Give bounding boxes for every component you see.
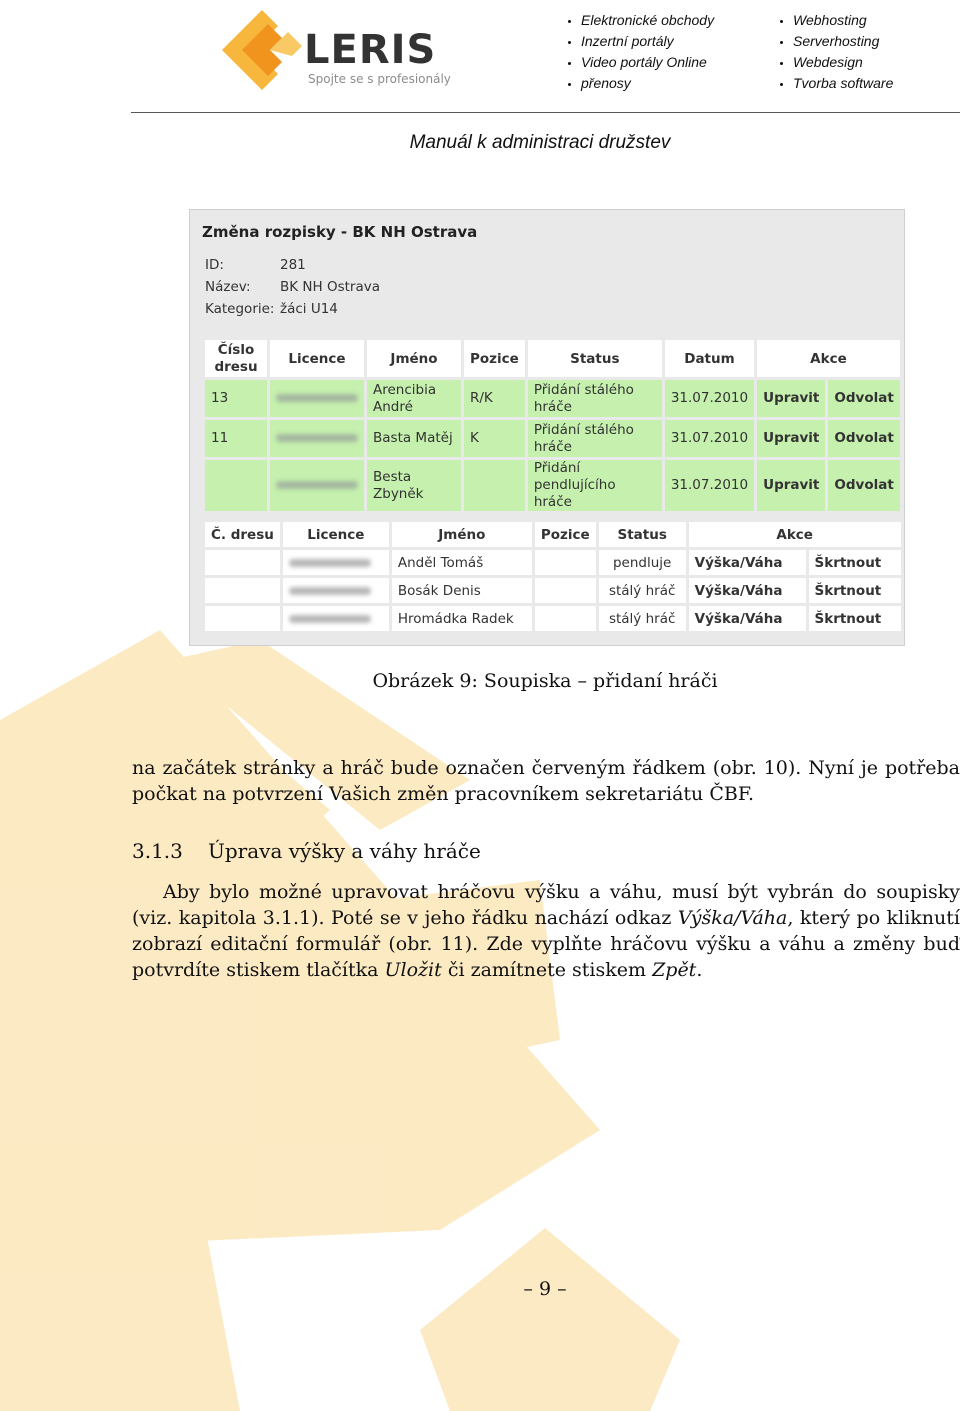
- info-name: Název: BK NH Ostrava: [205, 279, 380, 295]
- cell-datum: 31.07.2010: [665, 460, 754, 511]
- service-item: Tvorba software: [777, 73, 893, 94]
- col-header: Pozice: [535, 522, 596, 547]
- service-item: Video portály Online: [565, 52, 714, 73]
- cell-pozice: [464, 460, 525, 511]
- figure-caption: Obrázek 9: Soupiska – přidaní hráči: [372, 670, 718, 692]
- table-header-row: [205, 522, 901, 547]
- roster-screenshot: [189, 209, 905, 646]
- service-item: přenosy: [565, 73, 714, 94]
- cell-dres: [205, 550, 280, 575]
- section-title: Úprava výšky a váhy hráče: [208, 839, 481, 863]
- col-header: Status: [599, 522, 686, 547]
- cell-status: stálý hráč: [599, 606, 686, 631]
- cell-datum: 31.07.2010: [665, 380, 754, 417]
- cell-pozice: [535, 606, 596, 631]
- table-row: [205, 550, 901, 575]
- cell-dres: [205, 460, 267, 511]
- section-heading: [132, 839, 481, 863]
- vyska-vaha-link[interactable]: Výška/Váha: [689, 606, 806, 631]
- logo-name: LERIS: [304, 27, 437, 73]
- cell-status: Přidání stálého hráče: [528, 420, 662, 457]
- col-header: Licence: [283, 522, 389, 547]
- col-header: Datum: [665, 340, 754, 377]
- cell-jmeno: Hromádka Radek: [392, 606, 532, 631]
- cell-dres: [205, 606, 280, 631]
- roster-table: [202, 519, 904, 634]
- cell-status: stálý hráč: [599, 578, 686, 603]
- service-item: Elektronické obchody: [565, 10, 714, 31]
- upravit-link[interactable]: Upravit: [757, 460, 825, 511]
- cell-licence: [283, 606, 389, 631]
- cell-dres: 11: [205, 420, 267, 457]
- cell-pozice: [535, 550, 596, 575]
- link-reference: Výška/Váha: [677, 907, 788, 929]
- cell-licence: [270, 380, 364, 417]
- skrtnout-link[interactable]: Škrtnout: [809, 606, 901, 631]
- odvolat-link[interactable]: Odvolat: [828, 420, 899, 457]
- col-header: Akce: [757, 340, 900, 377]
- table-row: [205, 420, 900, 457]
- section-number: 3.1.3: [132, 839, 183, 863]
- info-id: ID: 281: [205, 257, 306, 273]
- services-list-left: [565, 10, 714, 94]
- cell-pozice: [535, 578, 596, 603]
- services-list-right: [777, 10, 893, 94]
- upravit-link[interactable]: Upravit: [757, 380, 825, 417]
- cell-pozice: R/K: [464, 380, 525, 417]
- cell-dres: 13: [205, 380, 267, 417]
- col-header: Licence: [270, 340, 364, 377]
- cell-status: Přidání stálého hráče: [528, 380, 662, 417]
- cell-datum: 31.07.2010: [665, 420, 754, 457]
- col-header: Pozice: [464, 340, 525, 377]
- col-header: Č. dresu: [205, 522, 280, 547]
- document-title: Manuál k administraci družstev: [409, 132, 671, 153]
- page-number: – 9 –: [523, 1278, 567, 1300]
- col-header: Jméno: [392, 522, 532, 547]
- cell-jmeno: Besta Zbyněk: [367, 460, 461, 511]
- skrtnout-link[interactable]: Škrtnout: [809, 578, 901, 603]
- table-row: [205, 380, 900, 417]
- button-reference: Zpět: [652, 959, 697, 981]
- odvolat-link[interactable]: Odvolat: [828, 380, 899, 417]
- cell-jmeno: Basta Matěj: [367, 420, 461, 457]
- odvolat-link[interactable]: Odvolat: [828, 460, 899, 511]
- service-item: Serverhosting: [777, 31, 893, 52]
- cell-pozice: K: [464, 420, 525, 457]
- header-divider: [131, 112, 960, 113]
- col-header: Status: [528, 340, 662, 377]
- table-row: [205, 460, 900, 511]
- paragraph: na začátek stránky a hráč bude označen červeným řádkem (obr. 10). Nyní je potřeba počkat na potvrzení Vašich změn pracovníkem sekretariátu ČBF.: [132, 757, 960, 805]
- cell-licence: [283, 578, 389, 603]
- cell-dres: [205, 578, 280, 603]
- service-item: Webdesign: [777, 52, 893, 73]
- col-header: Jméno: [367, 340, 461, 377]
- service-item: Inzertní portály: [565, 31, 714, 52]
- paragraph: Aby bylo možné upravovat hráčovu výšku a váhu, musí být vybrán do soupisky (viz. kapitola 3.1.1). Poté se v jeho řádku nachází odkaz Výška/Váha, který po kliknutí zobrazí editační formulář (obr. 11). Zde vyplňte hráčovu výšku a váhu a změny buď potvrdíte stiskem tlačítka Uložit či zamítnete stiskem Zpět.: [132, 881, 960, 981]
- col-header: Akce: [689, 522, 901, 547]
- info-category: Kategorie: žáci U14: [205, 301, 338, 317]
- cell-status: pendluje: [599, 550, 686, 575]
- upravit-link[interactable]: Upravit: [757, 420, 825, 457]
- service-item: Webhosting: [777, 10, 893, 31]
- table-row: [205, 578, 901, 603]
- skrtnout-link[interactable]: Škrtnout: [809, 550, 901, 575]
- cell-licence: [283, 550, 389, 575]
- cell-licence: [270, 420, 364, 457]
- roster-title: Změna rozpisky - BK NH Ostrava: [202, 223, 478, 241]
- cell-jmeno: Bosák Denis: [392, 578, 532, 603]
- cell-jmeno: Arencibia André: [367, 380, 461, 417]
- cell-status: Přidání pendlujícího hráče: [528, 460, 662, 511]
- vyska-vaha-link[interactable]: Výška/Váha: [689, 550, 806, 575]
- table-header-row: [205, 340, 900, 377]
- vyska-vaha-link[interactable]: Výška/Váha: [689, 578, 806, 603]
- cell-licence: [270, 460, 364, 511]
- table-row: [205, 606, 901, 631]
- cell-jmeno: Anděl Tomáš: [392, 550, 532, 575]
- col-header: Číslo dresu: [205, 340, 267, 377]
- added-players-table: [202, 337, 903, 514]
- logo-tagline: Spojte se s profesionály: [308, 72, 451, 86]
- button-reference: Uložit: [384, 959, 442, 981]
